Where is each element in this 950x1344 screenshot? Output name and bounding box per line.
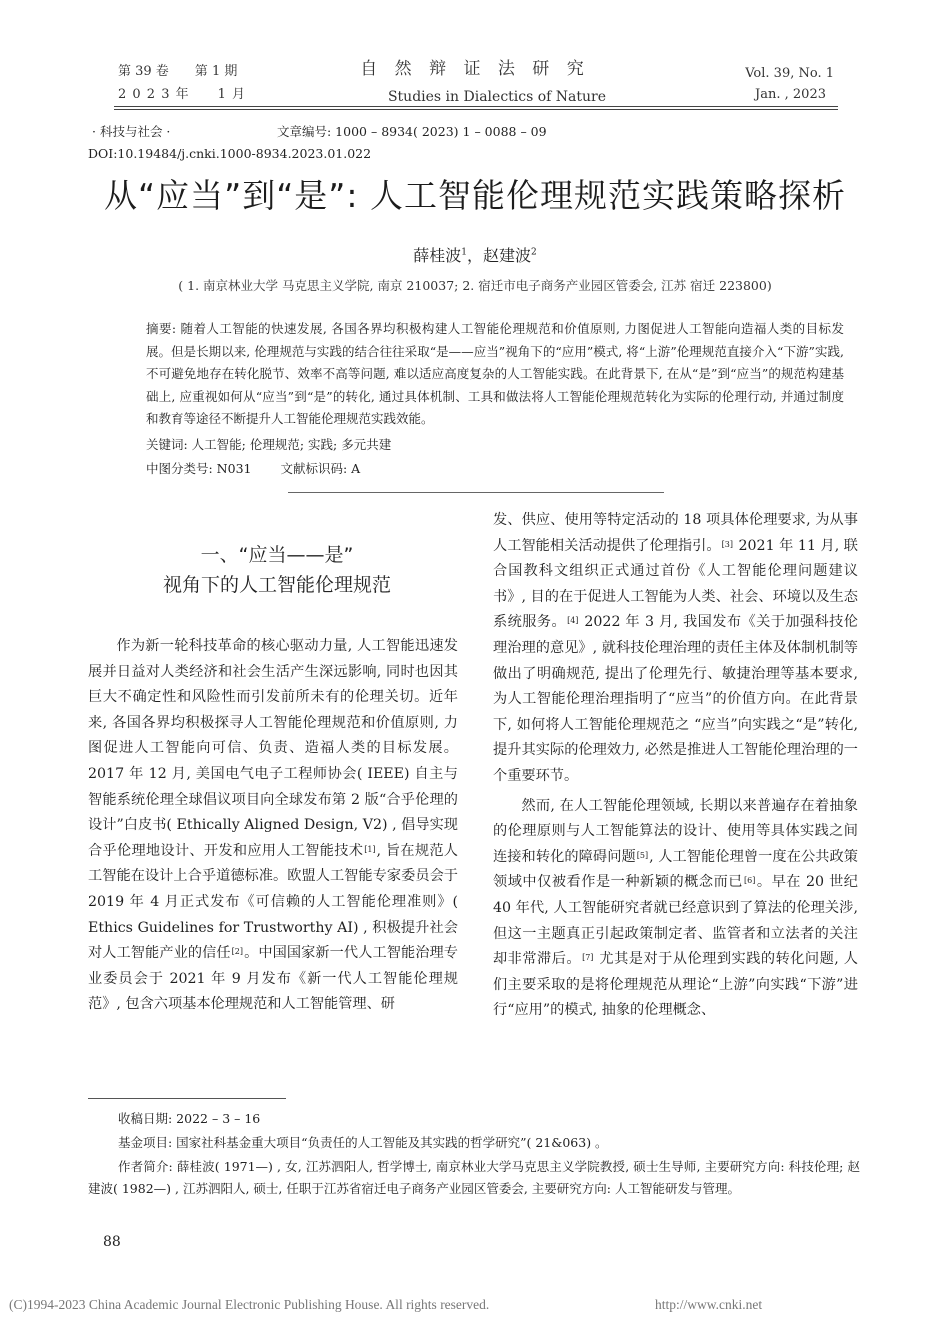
citation-ref: [6] xyxy=(744,876,756,886)
copyright-notice: (C)1994-2023 China Academic Journal Electronic Publishing House. All rights reserved. xyxy=(9,1297,490,1312)
citation-ref: [7] xyxy=(582,953,594,963)
author-2: 赵建波 xyxy=(483,246,532,265)
article-number: 文章编号: 1000 – 8934( 2023) 1 – 0088 – 09 xyxy=(277,124,547,139)
text-span: 尤其是对于从伦理到实践的转化问题, 人们主要采取的是将伦理规范从理论“上游”向实践“下游”进行“应用”的模式, 抽象的伦理概念、 xyxy=(493,951,858,1019)
page-number: 88 xyxy=(103,1234,121,1250)
body-left-column xyxy=(88,634,458,1018)
text-span: 发、供应、使用等特定活动的 18 项具体伦理要求, 为从事人工智能相关活动提供了伦理指引。 xyxy=(493,512,858,554)
text-span: 2022 年 3 月, 我国发布《关于加强科技伦理治理的意见》, 就科技伦理治理的责任主体及体制机制等做出了明确规范, 提出了伦理先行、敏捷治理等基本要求, 为人工智能伦理治理指明了“应当”的价值方向。在此背景下, 如何将人工智能伦理规范之 “应当”向实践之“是”转化, 提升其实际的伦理效力, 必然是推进人工智能伦理治理的一个重要环节。 xyxy=(493,614,858,784)
fund-info: 基金项目: 国家社科基金重大项目“负责任的人工智能及其实践的哲学研究”( 21&063) 。 xyxy=(118,1135,608,1150)
journal-title-en: Studies in Dialectics of Nature xyxy=(387,89,607,105)
doi: DOI:10.19484/j.cnki.1000-8934.2023.01.022 xyxy=(88,146,372,161)
text-span: 作为新一轮科技革命的核心驱动力量, 人工智能迅速发展并日益对人类经济和社会生活产生深远影响, 同时也因其巨大不确定性和风险性而引发前所未有的伦理关切。近年来, 各国各界均积极探寻人工智能伦理规范和价值原则, 力图促进人工智能向可信、负责、造福人类的目标发展。2017 年 12 月, 美国电气电子工程师协会( IEEE) 自主与智能系统伦理全球倡议项目向全球发布第 2 版“合乎伦理的设计”白皮书( Ethically Aligned Design, V2) , 倡导实现合乎伦理地设计、开发和应用人工智能技术 xyxy=(88,638,458,859)
paragraph xyxy=(493,794,858,1024)
text-span: 然而, 在人工智能伦理领域, 长期以来普遍存在着抽象的伦理原则与人工智能算法的设计、使用等具体实践之间连接和转化的障碍问题 xyxy=(493,797,858,865)
journal-volume-en: Vol. 39, No. 1 xyxy=(745,66,834,81)
received-date: 收稿日期: 2022 – 3 – 16 xyxy=(118,1111,261,1126)
article-title: 从“应当”到“是”: 人工智能伦理规范实践策略探析 xyxy=(104,176,846,215)
author-2-affil: 2 xyxy=(531,247,537,258)
citation-ref: [3] xyxy=(721,539,733,549)
author-separator: ， xyxy=(466,246,483,265)
text-span: , 旨在规范人工智能在设计上合乎道德标准。欧盟人工智能专家委员会于 2019 年 4 月正式发布《可信赖的人工智能伦理准则》( Ethics Guidelines for Trustworthy AI) , 积极提升社会对人工智能产业的信任 xyxy=(88,842,458,962)
citation-ref: [1] xyxy=(364,844,376,854)
classification: 中图分类号: N031 文献标识码: A xyxy=(146,461,361,476)
text-span: , 人工智能伦理曾一度在公共政策领域中仅被看作是一种新颖的概念而已 xyxy=(493,848,858,891)
text-span: 2021 年 11 月, 联合国教科文组织正式通过首份《人工智能伦理问题建议书》, 目的在于促进人工智能为人类、社会、环境以及生态系统服务。 xyxy=(493,537,858,631)
abstract: 摘要: 随着人工智能的快速发展, 各国各界均积极构建人工智能伦理规范和价值原则, 力图促进人工智能向造福人类的目标发展。但是长期以来, 伦理规范与实践的结合往往采取“是——应当”视角下的“应用”模式, 将“上游”伦理规范直接介入“下游”实践, 不可避免地存在转化脱节、效率不高等问题, 难以适应高度复杂的人工智能实践。在此背景下, 在从“是”到“应当”的规范构建基础上, 应重视如何从“应当”到“是”的转化, 通过具体机制、工具和做法将人工智能伦理规范转化为实际的伦理行动, 并通过制度和教育等途径不断提升人工智能伦理规范实践效能。 xyxy=(146,321,844,426)
citation-ref: [2] xyxy=(231,947,243,957)
journal-title-cn: 自 然 辩 证 法 研 究 xyxy=(360,59,590,79)
section-heading-line1: 一、“应当——是” xyxy=(200,544,354,566)
citation-ref: [4] xyxy=(567,616,579,626)
abstract-divider xyxy=(288,492,664,493)
authors xyxy=(0,243,950,266)
header-rule-bottom xyxy=(114,109,838,110)
affiliation: ( 1. 南京林业大学 马克思主义学院, 南京 210037; 2. 宿迁市电子商务产业园区管委会, 江苏 宿迁 223800) xyxy=(178,278,772,293)
section-heading-line2: 视角下的人工智能伦理规范 xyxy=(162,574,391,596)
journal-year-month: 2 0 2 3 年 1 月 xyxy=(118,87,247,102)
author-1: 薛桂波 xyxy=(413,246,462,265)
paragraph xyxy=(493,508,858,790)
paragraph xyxy=(88,634,458,1018)
footnote-rule xyxy=(88,1098,286,1099)
journal-date-en: Jan. , 2023 xyxy=(755,87,826,102)
header-rule-top xyxy=(114,106,838,107)
body-right-column xyxy=(493,508,858,1024)
author-1-affil: 1 xyxy=(461,247,467,258)
citation-ref: [5] xyxy=(636,850,649,860)
text-span: 。早在 20 世纪 40 年代, 人工智能研究者就已经意识到了算法的伦理关涉, 但这一主题真正引起政策制定者、监管者和立法者的关注却非常滞后。 xyxy=(493,874,858,968)
keywords: 关键词: 人工智能; 伦理规范; 实践; 多元共建 xyxy=(146,437,392,452)
cnki-url[interactable]: http://www.cnki.net xyxy=(655,1297,763,1312)
text-span: 。中国国家新一代人工智能治理专业委员会于 2021 年 9 月发布《新一代人工智能伦理规范》, 包含六项基本伦理规范和人工智能管理、研 xyxy=(88,945,458,1013)
section-heading xyxy=(88,540,466,600)
journal-volume-issue: 第 39 卷 第 1 期 xyxy=(118,64,238,79)
column-label: · 科技与社会 · xyxy=(92,124,171,139)
author-bio: 作者简介: 薛桂波( 1971—) , 女, 江苏泗阳人, 哲学博士, 南京林业大学马克思主义学院教授, 硕士生导师, 主要研究方向: 科技伦理; 赵建波( 1982—) , 江苏泗阳人, 硕士, 任职于江苏省宿迁电子商务产业园区管委会, 主要研究方向: 人工智能研发与管理。 xyxy=(88,1159,860,1196)
